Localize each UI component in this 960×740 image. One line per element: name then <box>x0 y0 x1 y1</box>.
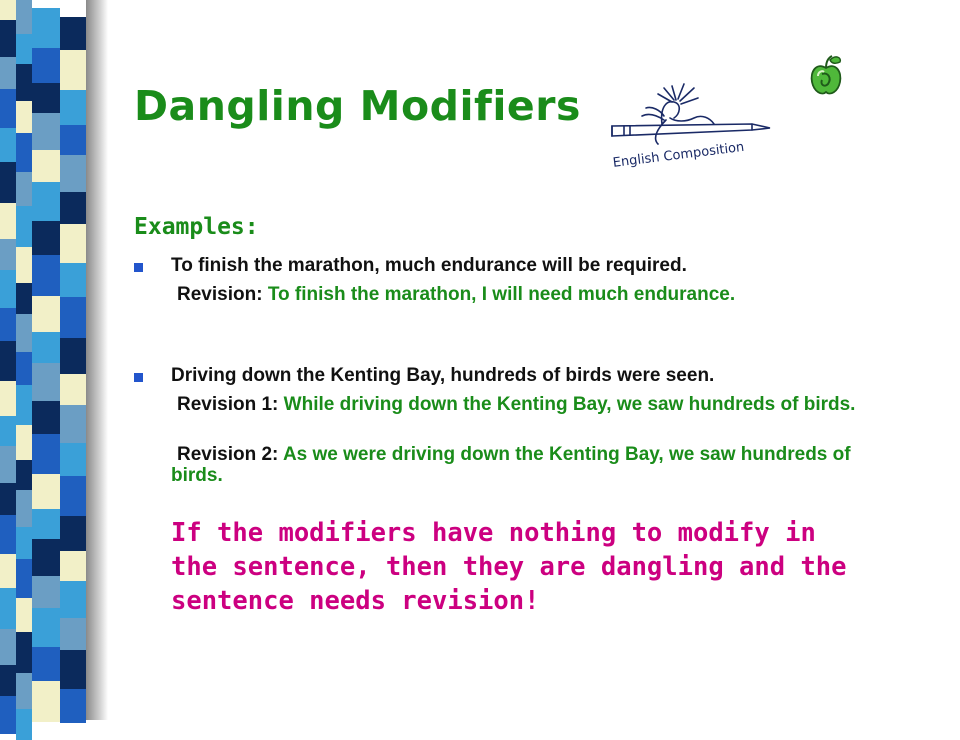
strip-block <box>0 57 16 89</box>
strip-block <box>60 476 86 516</box>
example-1-revision <box>171 284 861 305</box>
example-sentence-1: To finish the marathon, much endurance will be required. <box>171 255 687 276</box>
strip-block <box>16 598 32 632</box>
strip-block <box>32 113 60 150</box>
strip-block <box>60 405 86 443</box>
strip-block <box>16 206 32 247</box>
strip-block <box>0 381 16 416</box>
strip-block <box>16 385 32 425</box>
strip-block <box>16 283 32 314</box>
strip-block <box>32 401 60 434</box>
strip-block <box>0 483 16 515</box>
strip-block <box>32 48 60 83</box>
strip-block <box>32 363 60 401</box>
strip-block <box>32 434 60 474</box>
strip-block <box>0 203 16 239</box>
strip-block <box>32 296 60 332</box>
strip-block <box>60 618 86 650</box>
strip-block <box>16 172 32 206</box>
strip-block <box>16 314 32 352</box>
strip-block <box>60 155 86 192</box>
example-sentence-2: Driving down the Kenting Bay, hundreds of birds were seen. <box>171 365 715 386</box>
strip-block <box>60 581 86 618</box>
example-2-revision-2 <box>171 444 861 486</box>
examples-heading: Examples: <box>134 214 259 240</box>
strip-block <box>0 308 16 341</box>
revision-text: While driving down the Kenting Bay, we saw hundreds of birds. <box>283 394 856 415</box>
strip-block <box>0 20 16 57</box>
slide-title: Dangling Modifiers <box>134 82 581 130</box>
strip-column <box>60 0 86 720</box>
apple-icon <box>806 52 846 98</box>
strip-block <box>60 297 86 338</box>
strip-block <box>32 608 60 647</box>
strip-block <box>32 182 60 221</box>
strip-block <box>32 539 60 576</box>
strip-block <box>0 588 16 629</box>
strip-block <box>0 162 16 203</box>
strip-block <box>16 527 32 559</box>
strip-block <box>60 551 86 581</box>
strip-block <box>0 341 16 381</box>
bullet-marker <box>134 263 143 272</box>
strip-block <box>60 50 86 90</box>
strip-block <box>16 0 32 34</box>
strip-block <box>0 239 16 270</box>
strip-block <box>16 559 32 598</box>
strip-column <box>16 0 32 720</box>
strip-column <box>32 0 60 720</box>
strip-block <box>0 270 16 308</box>
strip-block <box>16 673 32 709</box>
strip-block <box>0 446 16 483</box>
strip-block <box>0 554 16 588</box>
revision-label: Revision: <box>177 284 263 305</box>
example-2-revision-1 <box>171 394 861 415</box>
strip-block <box>16 425 32 460</box>
strip-block <box>0 665 16 696</box>
strip-block <box>0 416 16 446</box>
strip-block <box>0 89 16 128</box>
strip-block <box>60 689 86 723</box>
strip-block <box>32 332 60 363</box>
strip-block <box>0 515 16 554</box>
strip-block <box>32 150 60 182</box>
strip-block <box>16 709 32 740</box>
strip-block <box>16 632 32 673</box>
logo-caption: English Composition <box>612 139 746 171</box>
strip-block <box>16 133 32 172</box>
revision-label: Revision 2: <box>177 444 279 465</box>
strip-block <box>16 101 32 133</box>
rule-statement: If the modifiers have nothing to modify in the sentence, then they are dangling and the sentence needs revision! <box>171 518 847 616</box>
strip-block <box>16 34 32 64</box>
pencil-logo-icon <box>602 78 782 188</box>
revision-text: To finish the marathon, I will need much endurance. <box>267 284 736 305</box>
strip-block <box>60 90 86 125</box>
bullet-marker <box>134 373 143 382</box>
strip-block <box>32 509 60 539</box>
strip-block <box>0 696 16 734</box>
strip-block <box>60 338 86 374</box>
strip-block <box>60 443 86 476</box>
strip-block <box>0 0 16 20</box>
strip-block <box>0 128 16 162</box>
strip-block <box>60 374 86 405</box>
strip-block <box>32 681 60 722</box>
revision-text: As we were driving down the Kenting Bay, we saw hundreds of birds. <box>171 444 851 486</box>
strip-block <box>60 224 86 263</box>
strip-block <box>16 247 32 283</box>
strip-block <box>16 460 32 490</box>
strip-shadow <box>86 0 108 720</box>
strip-block <box>32 255 60 296</box>
revision-label: Revision 1: <box>177 394 279 415</box>
strip-block <box>32 221 60 255</box>
strip-block <box>60 192 86 224</box>
strip-block <box>32 647 60 681</box>
strip-block <box>60 516 86 551</box>
strip-block <box>60 263 86 297</box>
strip-block <box>16 490 32 527</box>
strip-block <box>0 629 16 665</box>
strip-block <box>16 352 32 385</box>
strip-block <box>32 576 60 608</box>
strip-block <box>32 83 60 113</box>
strip-block <box>16 64 32 101</box>
strip-block <box>32 474 60 509</box>
strip-block <box>32 8 60 48</box>
strip-column <box>0 0 16 720</box>
strip-block <box>60 125 86 155</box>
strip-block <box>60 650 86 689</box>
strip-block <box>60 17 86 50</box>
